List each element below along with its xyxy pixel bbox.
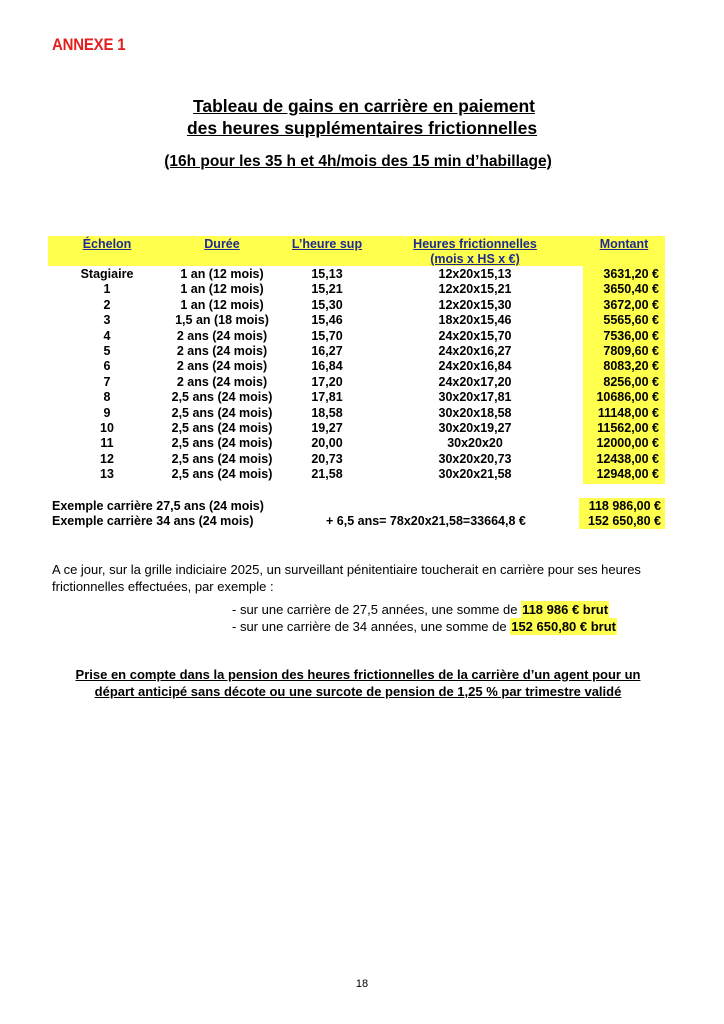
- cell-heures-frictionnelles: 24x20x15,70: [438, 328, 512, 343]
- cell-duree: 1 an (12 mois): [180, 297, 264, 312]
- bullet-item: [232, 618, 617, 635]
- cell-heure-sup: 17,81: [311, 390, 343, 405]
- cell-heure-sup: 16,27: [311, 344, 343, 358]
- cell-montant: 7536,00 €: [603, 328, 659, 343]
- cell-heure-sup: 15,70: [311, 328, 343, 343]
- header-heures-frictionnelles-sub: (mois x HS x €): [430, 252, 520, 266]
- example-row-2-label: Exemple carrière 34 ans (24 mois): [52, 514, 254, 528]
- cell-heures-frictionnelles: 24x20x17,20: [438, 374, 512, 389]
- cell-heure-sup: 15,46: [311, 313, 343, 328]
- cell-heures-frictionnelles: 30x20x20: [447, 436, 503, 451]
- cell-duree: 1 an (12 mois): [180, 267, 264, 281]
- cell-heure-sup: 19,27: [311, 421, 343, 435]
- cell-heure-sup: 15,21: [311, 282, 343, 297]
- cell-echelon: 1: [103, 282, 111, 297]
- cell-heures-frictionnelles: 18x20x15,46: [438, 313, 512, 328]
- cell-duree: 2 ans (24 mois): [176, 328, 268, 343]
- cell-echelon: 10: [100, 421, 114, 435]
- annexe-label: ANNEXE 1: [52, 35, 126, 54]
- cell-heures-frictionnelles: 12x20x15,13: [438, 267, 512, 281]
- cell-duree: 1,5 an (18 mois): [175, 313, 269, 328]
- note-line-1: Prise en compte dans la pension des heures frictionnelles de la carrière d’un agent pour un: [75, 667, 641, 682]
- cell-echelon: 11: [100, 436, 114, 451]
- page-title-line1: Tableau de gains en carrière en paiement: [192, 96, 536, 116]
- cell-echelon: 7: [103, 374, 111, 389]
- cell-montant: 7809,60 €: [603, 344, 659, 358]
- cell-montant: 3631,20 €: [603, 267, 659, 281]
- header-heure-sup: L’heure sup: [291, 237, 363, 251]
- cell-duree: 2,5 ans (24 mois): [171, 467, 273, 482]
- note-line-2: départ anticipé sans décote ou une surcote de pension de 1,25 % par trimestre validé: [94, 684, 622, 699]
- header-heures-frictionnelles: Heures frictionnelles: [413, 237, 537, 251]
- cell-echelon: 2: [103, 297, 111, 312]
- cell-echelon: 5: [103, 344, 111, 358]
- cell-heures-frictionnelles: 12x20x15,30: [438, 297, 512, 312]
- cell-duree: 2,5 ans (24 mois): [171, 390, 273, 405]
- cell-heures-frictionnelles: 24x20x16,84: [438, 359, 512, 374]
- cell-montant: 12000,00 €: [596, 436, 659, 451]
- cell-montant: 3650,40 €: [603, 282, 659, 297]
- cell-echelon: 9: [103, 405, 111, 420]
- cell-duree: 2 ans (24 mois): [176, 344, 268, 358]
- cell-montant: 10686,00 €: [596, 390, 659, 405]
- cell-duree: 2,5 ans (24 mois): [171, 405, 273, 420]
- header-montant: Montant: [599, 237, 649, 251]
- cell-heure-sup: 16,84: [311, 359, 343, 374]
- page-subtitle: (16h pour les 35 h et 4h/mois des 15 min d’habillage): [164, 153, 552, 170]
- cell-duree: 2 ans (24 mois): [176, 359, 268, 374]
- cell-duree: 2,5 ans (24 mois): [171, 436, 273, 451]
- cell-heure-sup: 20,73: [311, 451, 343, 466]
- cell-heures-frictionnelles: 12x20x15,21: [438, 282, 512, 297]
- cell-echelon: 6: [103, 359, 111, 374]
- example-row-1-amount: 118 986,00 €: [588, 499, 661, 513]
- header-echelon: Échelon: [82, 237, 132, 251]
- cell-duree: 2,5 ans (24 mois): [171, 451, 273, 466]
- highlighted-amount: 118 986 € brut: [522, 602, 609, 617]
- cell-heure-sup: 15,30: [311, 297, 343, 312]
- cell-heure-sup: 21,58: [311, 467, 343, 482]
- cell-duree: 2,5 ans (24 mois): [171, 421, 273, 435]
- cell-heures-frictionnelles: 24x20x16,27: [438, 344, 512, 358]
- cell-montant: 8256,00 €: [603, 374, 659, 389]
- cell-heure-sup: 17,20: [311, 374, 343, 389]
- highlighted-amount: 152 650,80 € brut: [511, 619, 617, 634]
- page-number: 18: [355, 978, 369, 990]
- cell-heures-frictionnelles: 30x20x17,81: [438, 390, 512, 405]
- cell-montant: 12438,00 €: [596, 451, 659, 466]
- cell-montant: 12948,00 €: [596, 467, 659, 482]
- cell-heures-frictionnelles: 30x20x19,27: [438, 421, 512, 435]
- cell-echelon: 13: [100, 467, 114, 482]
- cell-heure-sup: 15,13: [311, 267, 343, 281]
- cell-echelon: 12: [100, 451, 114, 466]
- cell-duree: 1 an (12 mois): [180, 282, 264, 297]
- cell-montant: 11148,00 €: [597, 405, 659, 420]
- page-title-line2: des heures supplémentaires frictionnelles: [186, 118, 538, 138]
- bullet-text: - sur une carrière de 27,5 années, une somme de: [232, 602, 522, 617]
- header-duree: Durée: [204, 237, 240, 251]
- example-row-1-label: Exemple carrière 27,5 ans (24 mois): [52, 499, 264, 513]
- cell-montant: 11562,00 €: [597, 421, 659, 435]
- body-paragraph: A ce jour, sur la grille indiciaire 2025, un surveillant pénitentiaire toucherait en carrière pour ses heures frictionnelles effectuées, par exemple :: [52, 562, 641, 594]
- example-row-2-calc: + 6,5 ans= 78x20x21,58=33664,8 €: [326, 514, 526, 528]
- cell-echelon: 3: [103, 313, 111, 328]
- bullet-text: - sur une carrière de 34 années, une somme de: [232, 619, 511, 634]
- cell-montant: 3672,00 €: [603, 297, 659, 312]
- cell-montant: 5565,60 €: [603, 313, 659, 328]
- example-row-2-amount: 152 650,80 €: [588, 514, 661, 528]
- cell-heure-sup: 18,58: [311, 405, 343, 420]
- cell-duree: 2 ans (24 mois): [176, 374, 268, 389]
- cell-heures-frictionnelles: 30x20x18,58: [438, 405, 512, 420]
- cell-heures-frictionnelles: 30x20x20,73: [438, 451, 512, 466]
- bullet-item: [232, 601, 609, 618]
- cell-heure-sup: 20,00: [311, 436, 343, 451]
- cell-echelon: 8: [103, 390, 111, 405]
- cell-montant: 8083,20 €: [603, 359, 659, 374]
- cell-heures-frictionnelles: 30x20x21,58: [438, 467, 512, 482]
- cell-echelon: 4: [103, 328, 111, 343]
- cell-echelon: Stagiaire: [80, 267, 134, 281]
